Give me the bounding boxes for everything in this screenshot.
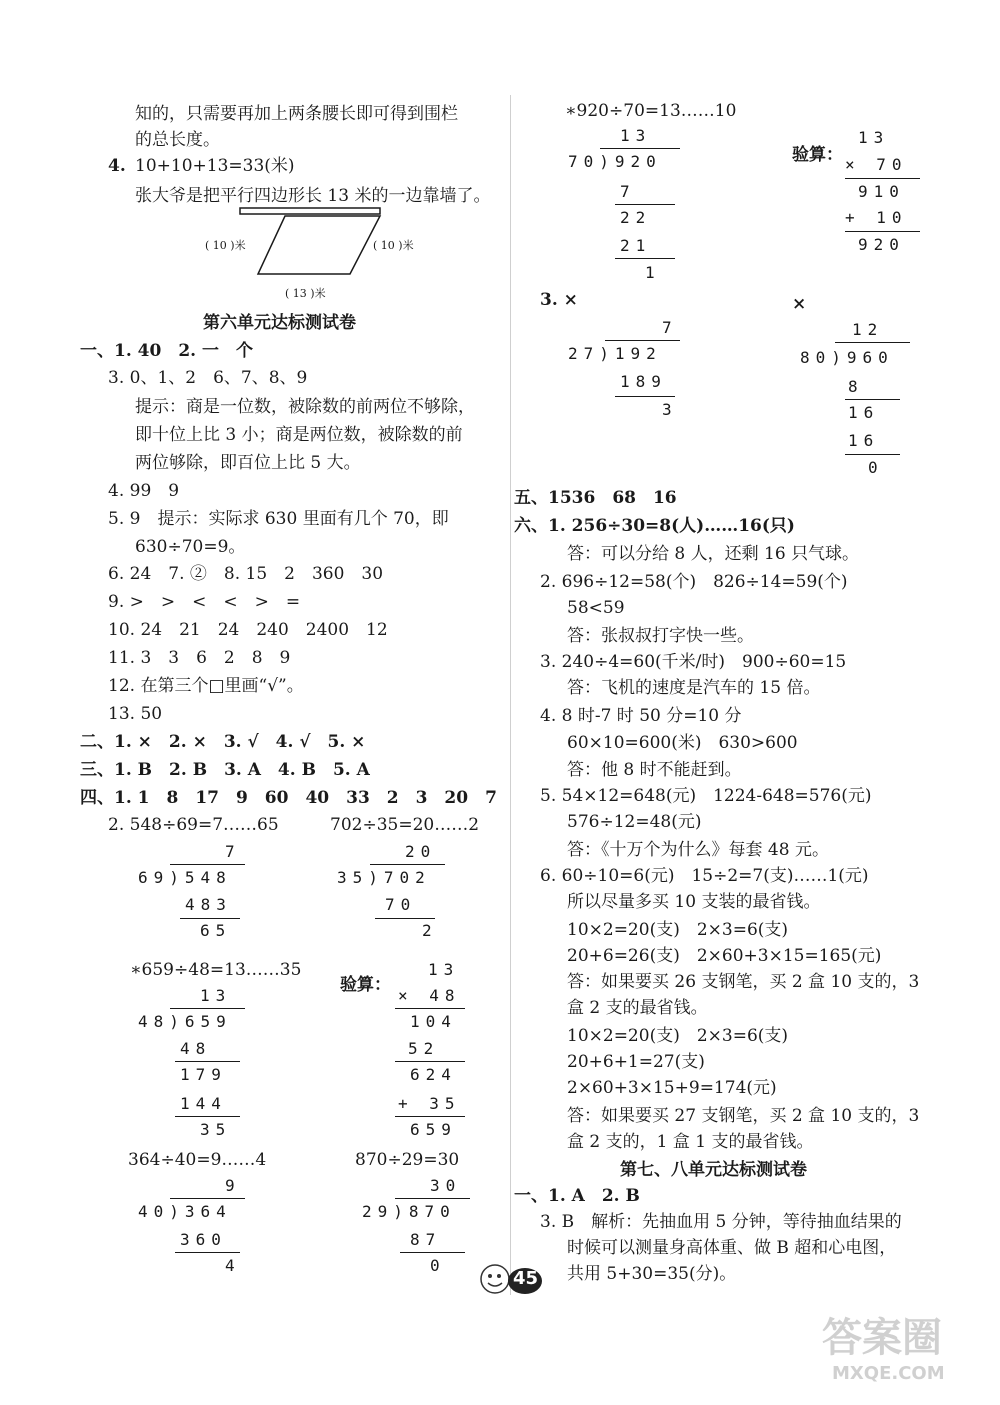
answer-line: 答：《十万个为什么》每套 48 元。 [567,840,829,860]
product-row: 70 [385,895,417,914]
equation: 2. 548÷69=7……65 [108,815,279,835]
answer-line: 20+6+1=27(支) [567,1052,705,1072]
answer-line: 四、1. 1 8 17 9 60 40 33 2 3 20 7 [80,788,497,808]
subtraction-line [180,918,240,919]
check-row: × 48 [398,986,461,1005]
answer-line: 答：张叔叔打字快一些。 [567,626,754,646]
watermark-url: MXQE.COM [832,1363,945,1384]
check-row: 52 [408,1039,440,1058]
answer-line: 4. 8 时-7 时 50 分=10 分 [540,706,742,726]
subtraction-line [615,204,675,205]
division-bracket [395,1198,470,1199]
product-row: 7 [620,182,636,201]
remainder: 35 [200,1120,232,1139]
product-row: 360 [180,1230,227,1249]
answer-line: 张大爷是把平行四边形长 13 米的一边靠墙了。 [135,186,491,206]
remainder: 65 [200,921,232,940]
figure-label-left: ( 10 )米 [205,239,246,252]
answer-line: 五、1536 68 16 [514,488,677,508]
answer-line: 时候可以测量身高体重、做 B 超和心电图， [567,1238,897,1258]
page-number-badge [475,1255,545,1303]
remainder: 2 [422,921,438,940]
answer-line: 58<59 [567,598,625,618]
check-label: 验算： [340,975,391,995]
answer-line: 3. × [540,290,578,310]
check-row: 104 [410,1012,457,1031]
answer-line: 11. 3 3 6 2 8 9 [108,648,291,668]
division-bracket [170,1198,245,1199]
quotient: 13 [620,126,652,145]
answer-line: × [792,294,807,314]
division-bracket [370,864,445,865]
answer-line: 630÷70=9。 [135,537,246,557]
answer-line: 盒 2 支的，1 盒 1 支的最省钱。 [567,1132,814,1152]
text-line: 的总长度。 [135,130,220,150]
remainder: 3 [662,400,678,419]
check-row: 13 [858,128,890,147]
answer-line: 三、1. B 2. B 3. A 4. B 5. A [80,760,370,780]
division-bracket [170,1008,245,1009]
answer-line: 一、1. A 2. B [514,1186,640,1206]
check-line [845,178,920,179]
answer-line: 3. B 解析：先抽血用 5 分钟，等待抽血结果的 [540,1212,902,1232]
difference-row: 16 [848,403,880,422]
section-title-unit78: 第七、八单元达标测试卷 [620,1160,807,1180]
remainder: 4 [225,1256,241,1275]
product-row: 16 [848,431,880,450]
section-title-unit6: 第六单元达标测试卷 [203,313,356,333]
hint-line: 即十位上比 3 小；商是两位数，被除数的前 [135,425,463,445]
equation: 364÷40=9……4 [128,1150,267,1170]
check-line [395,1116,465,1117]
answer-line: 5. 9 提示：实际求 630 里面有几个 70，即 [108,509,449,529]
dividend-row: 40)364 [138,1202,232,1221]
remainder: 1 [645,263,661,282]
answer-line: 5. 54×12=648(元) 1224-648=576(元) [540,786,872,806]
quotient: 30 [430,1176,462,1195]
dividend-row: 80)960 [800,348,894,367]
text-line: 知的，只需要再加上两条腰长即可得到围栏 [135,104,458,124]
product-row: 483 [185,895,232,914]
answer-line: 3. 240÷4=60(千米/时) 900÷60=15 [540,652,847,672]
check-row: 659 [410,1120,457,1139]
answer-line: 答：可以分给 8 人，还剩 16 只气球。 [567,544,860,564]
subtraction-line [175,1116,240,1117]
remainder: 0 [430,1256,446,1275]
answer-line: 4. 99 9 [108,481,180,501]
subtraction-line [400,1252,465,1253]
product-row: 48 [180,1039,212,1058]
difference-row: 22 [620,208,652,227]
division-bracket [600,148,680,149]
division-bracket [170,864,245,865]
answer-line: 20+6=26(支) 2×60+3×15=165(元) [567,946,882,966]
division-bracket [605,340,680,341]
answer-line: 60×10=600(米) 630>600 [567,733,798,753]
product-row: 21 [620,236,652,255]
subtraction-line [845,454,900,455]
answer-line: 答：飞机的速度是汽车的 15 倍。 [567,678,821,698]
answer-line: 9. > > < < > = [108,592,301,612]
subtraction-line [175,1252,240,1253]
quotient: 9 [225,1176,241,1195]
equation: 870÷29=30 [355,1150,460,1170]
answer-line: 6. 24 7. ② 8. 15 2 360 30 [108,564,384,584]
watermark-logo-text: 答案圈 [822,1315,942,1361]
answer-line: 2. 696÷12=58(个) 826÷14=59(个) [540,572,848,592]
figure-label-right: ( 10 )米 [373,239,414,252]
check-row: 13 [428,960,460,979]
subtraction-line [615,396,675,397]
equation: 702÷35=20……2 [330,815,480,835]
answer-line: 2×60+3×15+9=174(元) [567,1078,777,1098]
subtraction-line [175,1061,240,1062]
quotient: 12 [852,320,884,339]
check-row: × 70 [845,155,908,174]
equation: ∗659÷48=13……35 [130,960,302,980]
product-row: 87 [410,1230,442,1249]
answer-line: 答：如果要买 26 支钢笔，买 2 盒 10 支的，3 [567,972,920,992]
check-row: + 35 [398,1094,461,1113]
difference-row: 179 [180,1065,227,1084]
answer-line: 盒 2 支的最省钱。 [567,998,708,1018]
answer-line: 10. 24 21 24 240 2400 12 [108,620,388,640]
answer-line: 答：他 8 时不能赶到。 [567,760,742,780]
check-line [395,1008,465,1009]
answer-line: 3. 0、1、2 6、7、8、9 [108,368,308,388]
quotient: 20 [405,842,437,861]
question-number: 4. [108,156,126,176]
check-line [395,1061,465,1062]
answer-line: 10×2=20(支) 2×3=6(支) [567,1026,789,1046]
check-row: 910 [858,182,905,201]
answer-line: 576÷12=48(元) [567,812,702,832]
dividend-row: 35)702 [337,868,431,887]
hint-line: 提示：商是一位数，被除数的前两位不够除， [135,397,475,417]
answer-line: 10×2=20(支) 2×3=6(支) [567,920,789,940]
answer-line: 一、1. 40 2. 一 个 [80,341,253,361]
answer-line: 二、1. × 2. × 3. √ 4. √ 5. × [80,732,366,752]
dividend-row: 27)192 [568,344,662,363]
answer-line: 所以尽量多买 10 支装的最省钱。 [567,892,821,912]
page-number: 45 [513,1268,539,1289]
division-bracket [835,342,910,343]
answer-line: 共用 5+30=35(分)。 [567,1264,737,1284]
dividend-row: 29)870 [362,1202,456,1221]
watermark [810,1310,990,1390]
check-row: + 10 [845,208,908,227]
column-divider [510,95,511,1295]
answer-line: 六、1. 256÷30=8(人)……16(只) [514,516,795,536]
quotient: 7 [225,842,241,861]
remainder: 0 [868,458,884,477]
answer-line: 6. 60÷10=6(元) 15÷2=7(支)……1(元) [540,866,869,886]
quotient: 13 [200,986,232,1005]
product-row: 8 [848,377,864,396]
check-row: 920 [858,235,905,254]
figure-label-bottom: ( 13 )米 [285,287,326,300]
check-label: 验算： [792,145,843,165]
equation: ∗920÷70=13……10 [565,101,737,121]
answer-line: 答：如果要买 27 支钢笔，买 2 盒 10 支的，3 [567,1106,920,1126]
subtraction-line [375,918,435,919]
answer-line: 12. 在第三个□里画“√”。 [108,676,304,696]
check-row: 624 [410,1065,457,1084]
hint-line: 两位够除，即百位上比 5 大。 [135,453,361,473]
subtraction-line [845,399,900,400]
quotient: 7 [662,318,678,337]
dividend-row: 48)659 [138,1012,232,1031]
check-line [845,231,920,232]
dividend-row: 69)548 [138,868,232,887]
answer-line: 13. 50 [108,704,163,724]
product-row: 189 [620,372,667,391]
equation: 10+10+13=33(米) [135,156,295,176]
dividend-row: 70)920 [568,152,662,171]
subtraction-line [615,258,675,259]
product-row: 144 [180,1094,227,1113]
